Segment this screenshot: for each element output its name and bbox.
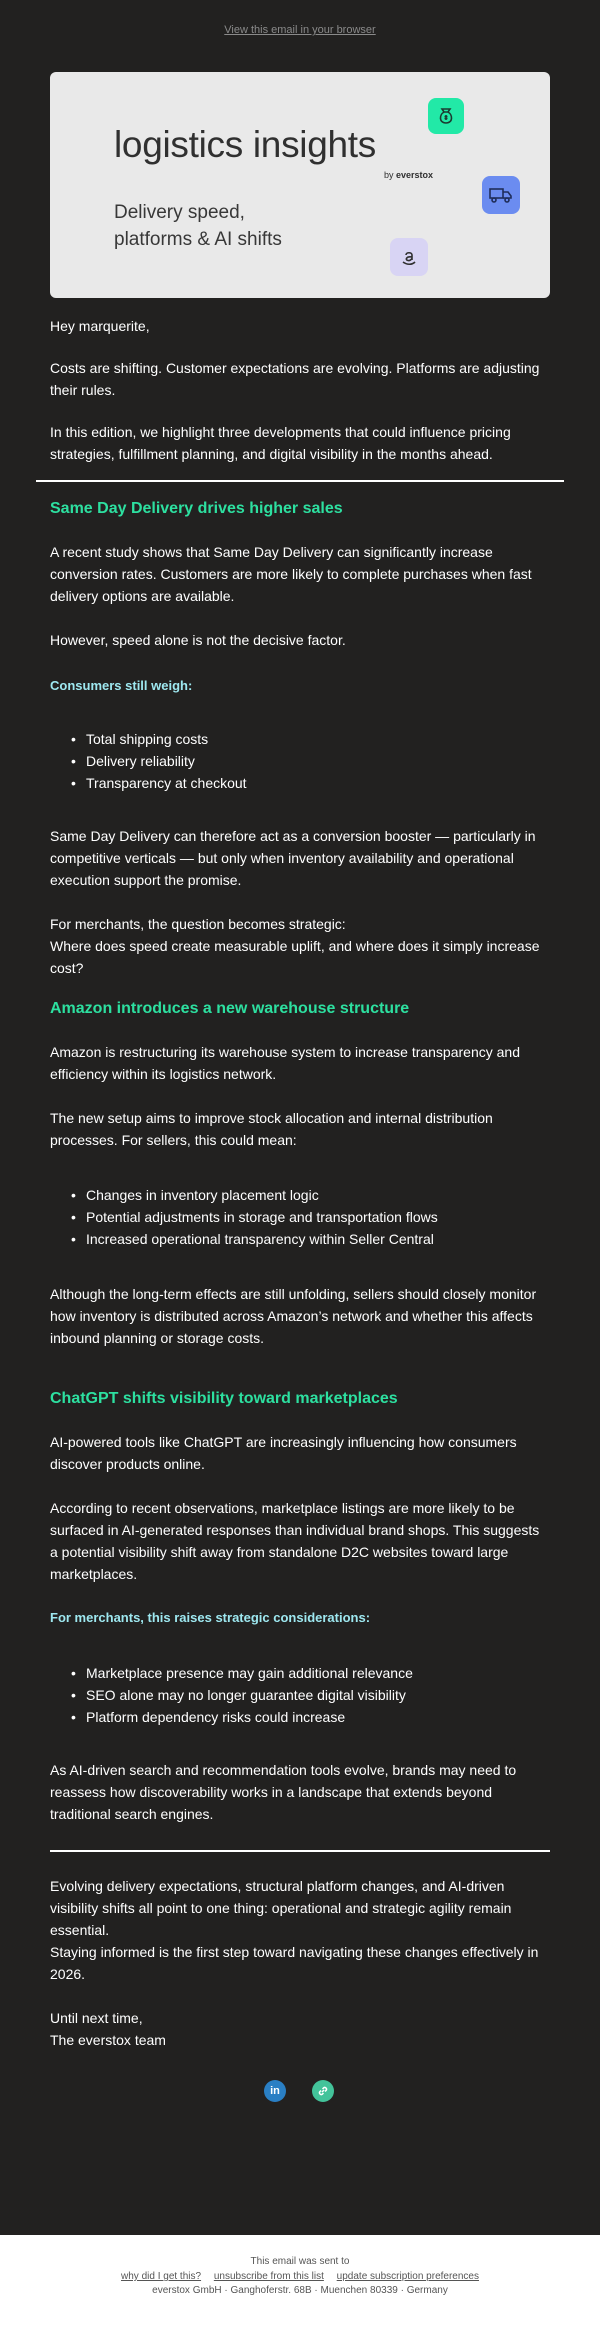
section-heading: Same Day Delivery drives higher sales <box>50 500 343 517</box>
view-in-browser-link[interactable]: View this email in your browser <box>224 24 376 36</box>
linkedin-icon[interactable]: in <box>264 2080 286 2102</box>
body-paragraph: However, speed alone is not the decisive factor. <box>50 632 346 648</box>
section-heading: ChatGPT shifts visibility toward marketplaces <box>50 1390 398 1407</box>
greeting: Hey marquerite, <box>50 318 150 334</box>
unsubscribe-link[interactable]: unsubscribe from this list <box>213 2271 324 2282</box>
body-paragraph: Although the long-term effects are still unfolding, sellers should closely monitor how inventory is distributed across Amazon’s network and whether this affects inbound planning or storage costs. <box>50 1286 537 1346</box>
intro-paragraph: Costs are shifting. Customer expectations are evolving. Platforms are adjusting their rules. <box>50 360 540 398</box>
banner-subtitle: Delivery speed, platforms & AI shifts <box>114 202 282 250</box>
signoff: Until next time, The everstox team <box>50 2010 166 2048</box>
money-bag-icon <box>428 98 464 134</box>
amazon-icon <box>390 238 428 276</box>
body-paragraph: Amazon is restructuring its warehouse system to increase transparency and efficiency within its logistics network. <box>50 1044 520 1082</box>
section-subheading: Consumers still weigh: <box>50 678 193 693</box>
section-divider <box>36 480 564 482</box>
closing-paragraph: Staying informed is the first step toward navigating these changes effectively in 2026. <box>50 1944 539 1982</box>
list-item: • Potential adjustments in storage and transportation flows <box>86 1206 586 1228</box>
list-item: • Changes in inventory placement logic <box>86 1184 586 1206</box>
footer-address: everstox GmbH · Ganghoferstr. 68B · Muenchen 80339 · Germany <box>152 2285 448 2296</box>
link-icon[interactable] <box>312 2080 334 2102</box>
list-item: • Delivery reliability <box>86 750 586 772</box>
body-paragraph: For merchants, the question becomes strategic: Where does speed create measurable uplift, and where does it simply increase cost? <box>50 916 540 976</box>
footer-sent-to: This email was sent to <box>250 2256 350 2267</box>
header-banner <box>50 72 550 298</box>
section-divider <box>50 1850 550 1852</box>
section-heading: Amazon introduces a new warehouse structure <box>50 1000 410 1017</box>
body-paragraph: The new setup aims to improve stock allocation and internal distribution processes. For sellers, this could mean: <box>50 1110 493 1148</box>
list-item: • Total shipping costs <box>86 728 586 750</box>
list-item: • Increased operational transparency within Seller Central <box>86 1228 586 1250</box>
body-paragraph: A recent study shows that Same Day Delivery can significantly increase conversion rates. Customers are more likely to complete purchases when fast delivery options are available. <box>50 544 532 604</box>
list-item: • Marketplace presence may gain additional relevance <box>86 1662 586 1684</box>
banner-byline: by everstox <box>384 170 434 180</box>
intro-paragraph: In this edition, we highlight three developments that could influence pricing strategies, fulfillment planning, and digital visibility in the months ahead. <box>50 424 511 462</box>
body-paragraph: Same Day Delivery can therefore act as a conversion booster — particularly in competitive verticals — but only when inventory availability and operational execution support the promise. <box>50 828 536 888</box>
body-paragraph: AI-powered tools like ChatGPT are increasingly influencing how consumers discover products online. <box>50 1434 517 1472</box>
bullet-list <box>50 1184 586 1250</box>
footer-links <box>0 2271 600 2282</box>
section-subheading: For merchants, this raises strategic considerations: <box>50 1610 371 1625</box>
delivery-truck-icon <box>482 176 520 214</box>
bullet-list <box>50 728 586 794</box>
banner-title: logistics insights <box>114 124 376 165</box>
footer <box>0 2235 600 2333</box>
list-item: • SEO alone may no longer guarantee digital visibility <box>86 1684 586 1706</box>
body-paragraph: According to recent observations, marketplace listings are more likely to be surfaced in AI-generated responses than individual brand shops. This suggests a potential visibility shift away from standalone D2C websites toward large marketplaces. <box>50 1500 540 1582</box>
body-paragraph: As AI-driven search and recommendation tools evolve, brands may need to reassess how discoverability works in a landscape that extends beyond traditional search engines. <box>50 1762 517 1822</box>
update-preferences-link[interactable]: update subscription preferences <box>336 2271 479 2282</box>
bullet-list <box>50 1662 586 1728</box>
list-item: • Platform dependency risks could increase <box>86 1706 586 1728</box>
list-item: • Transparency at checkout <box>86 772 586 794</box>
closing-paragraph: Evolving delivery expectations, structural platform changes, and AI-driven visibility shifts all point to one thing: operational and strategic agility remain essential. <box>50 1878 512 1938</box>
why-link[interactable]: why did I get this? <box>121 2271 202 2282</box>
